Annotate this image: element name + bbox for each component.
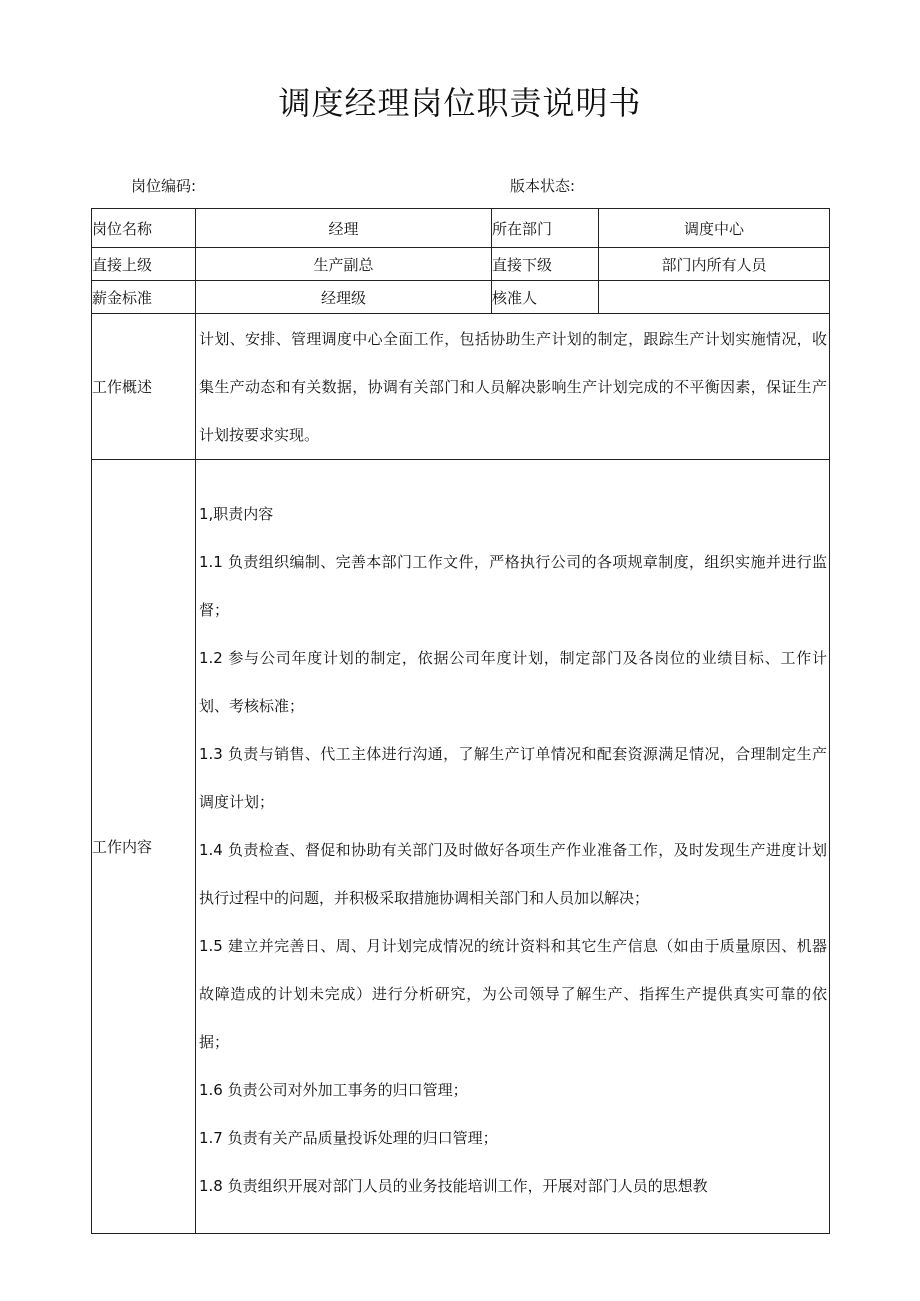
table-row (92, 460, 830, 1234)
position-code-label: 岗位编码: (131, 177, 197, 195)
list-item: 1,职责内容 (199, 505, 274, 523)
list-item: 1.3 负责与销售、代工主体进行沟通，了解生产订单情况和配套资源满足情况，合理制定生产调度计划； (199, 745, 827, 811)
salary-standard-value: 经理级 (196, 281, 492, 314)
department-value: 调度中心 (599, 209, 830, 248)
direct-superior-label: 直接上级 (92, 248, 196, 281)
list-item: 1.2 参与公司年度计划的制定，依据公司年度计划，制定部门及各岗位的业绩目标、工作计划、考核标准； (199, 649, 827, 715)
work-content-cell (196, 460, 830, 1234)
list-item: 1.8 负责组织开展对部门人员的业务技能培训工作，开展对部门人员的思想教 (199, 1177, 708, 1195)
version-status-label: 版本状态: (510, 177, 576, 195)
work-summary-cell (196, 314, 830, 460)
position-name-value: 经理 (196, 209, 492, 248)
table-row (92, 248, 830, 281)
table-row (92, 281, 830, 314)
approver-value (599, 281, 830, 314)
list-item: 1.5 建立并完善日、周、月计划完成情况的统计资料和其它生产信息（如由于质量原因、机器故障造成的计划未完成）进行分析研究，为公司领导了解生产、指挥生产提供真实可靠的依据； (199, 937, 827, 1051)
list-item: 1.6 负责公司对外加工事务的归口管理； (199, 1081, 468, 1099)
salary-standard-label: 薪金标准 (92, 281, 196, 314)
direct-subordinate-label: 直接下级 (492, 248, 599, 281)
list-item: 1.4 负责检查、督促和协助有关部门及时做好各项生产作业准备工作，及时发现生产进度计划执行过程中的问题，并积极采取措施协调相关部门和人员加以解决； (199, 841, 827, 907)
document-title: 调度经理岗位职责说明书 (278, 84, 642, 122)
table-row (92, 314, 830, 460)
list-item: 1.7 负责有关产品质量投诉处理的归口管理； (199, 1129, 498, 1147)
work-content-list (196, 460, 829, 1224)
department-label: 所在部门 (492, 209, 599, 248)
work-summary-label: 工作概述 (92, 314, 196, 460)
job-description-table (91, 208, 830, 1234)
list-item: 1.1 负责组织编制、完善本部门工作文件，严格执行公司的各项规章制度，组织实施并进行监督； (199, 553, 827, 619)
work-content-label: 工作内容 (92, 460, 196, 1234)
direct-subordinate-value: 部门内所有人员 (599, 248, 830, 281)
direct-superior-value: 生产副总 (196, 248, 492, 281)
approver-label: 核准人 (492, 281, 599, 314)
work-summary-text: 计划、安排、管理调度中心全面工作，包括协助生产计划的制定，跟踪生产计划实施情况，收集生产动态和有关数据，协调有关部门和人员解决影响生产计划完成的不平衡因素，保证生产计划按要求实现。 (199, 329, 827, 444)
position-name-label: 岗位名称 (92, 209, 196, 248)
table-row (92, 209, 830, 248)
